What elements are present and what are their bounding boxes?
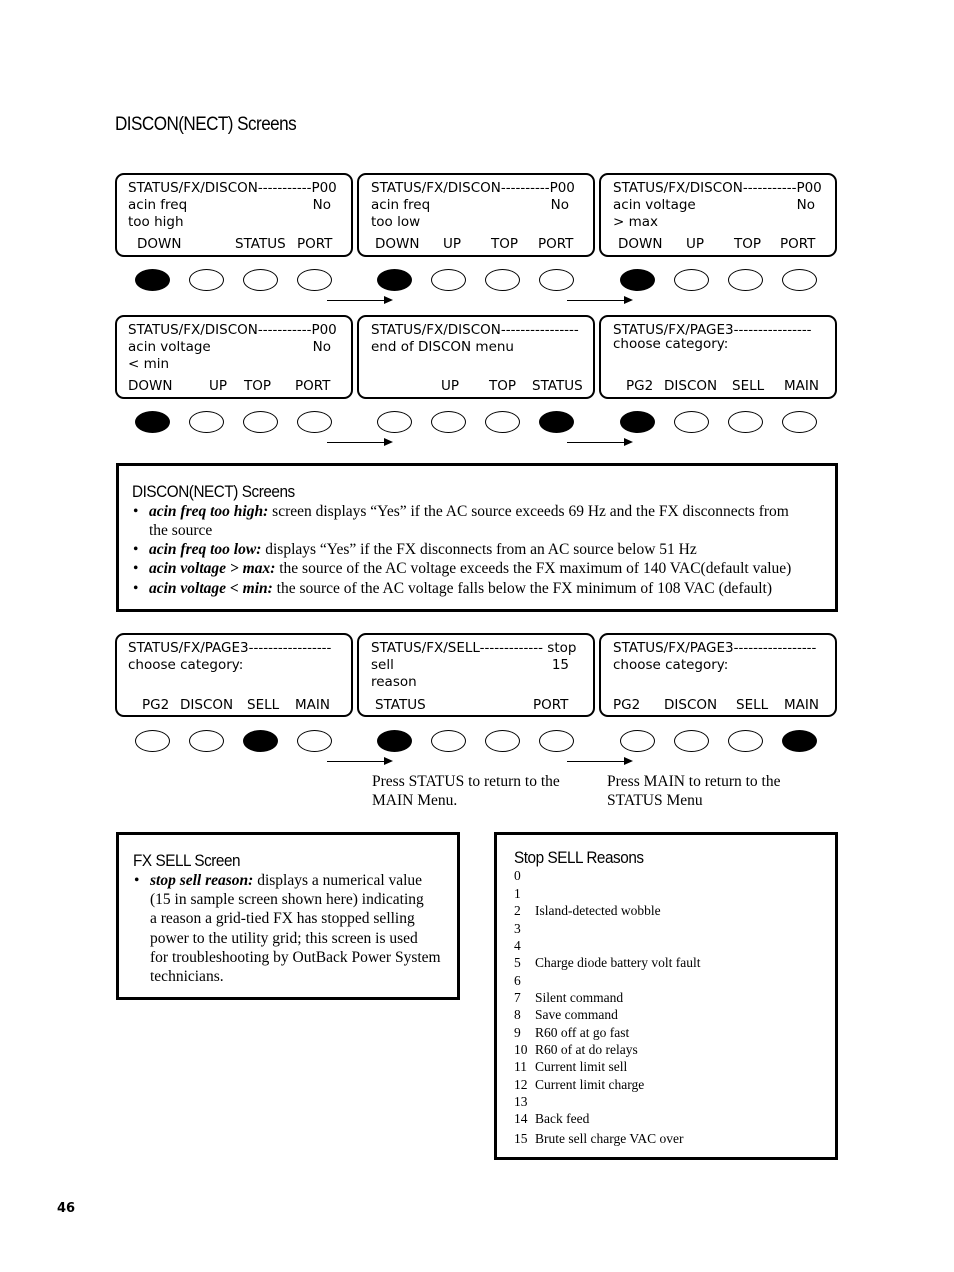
arrow-right-icon (567, 442, 631, 443)
soft-button-2 (431, 411, 466, 433)
screen-header: STATUS/FX/DISCON----------P00 (371, 180, 575, 196)
bullet-acin-freq-low: • acin freq too low: displays “Yes” if the FX disconnects from an AC source below 51 Hz (133, 541, 697, 558)
softkey-port: PORT (780, 236, 816, 252)
reason-number: 5 (514, 955, 521, 970)
screen-header: STATUS/FX/SELL------------- stop (371, 640, 577, 656)
reason-label: Current limit sell (535, 1059, 628, 1074)
soft-button-1 (620, 269, 655, 291)
screen-header: STATUS/FX/PAGE3---------------- (613, 322, 812, 338)
bullet-line: a reason a grid-tied FX has stopped selling (150, 910, 415, 927)
screen-value: No (312, 339, 331, 355)
fx-sell-screen-box (116, 832, 460, 1000)
screen-value: No (796, 197, 815, 213)
reason-label: Brute sell charge VAC over (535, 1131, 684, 1146)
softkey-discon: DISCON (664, 378, 718, 394)
screen-header: STATUS/FX/DISCON-----------P00 (128, 322, 337, 338)
soft-button-4 (297, 730, 332, 752)
screen-label-2: too low (371, 214, 421, 230)
soft-button-1 (135, 730, 170, 752)
softkey-status: STATUS (235, 236, 286, 252)
softkey-top: TOP (734, 236, 762, 252)
soft-button-4 (782, 730, 817, 752)
softkey-top: TOP (244, 378, 272, 394)
screen-label-2: < min (128, 356, 170, 372)
reason-number: 11 (514, 1059, 527, 1074)
reason-number: 14 (514, 1111, 528, 1126)
screen-label: choose category: (128, 657, 244, 673)
reason-number: 8 (514, 1007, 521, 1022)
screen-label: acin voltage (128, 339, 211, 355)
softkey-pg2: PG2 (142, 697, 170, 713)
reason-number: 3 (514, 921, 521, 936)
bullet-line: for troubleshooting by OutBack Power System (150, 949, 441, 966)
softkey-top: TOP (489, 378, 517, 394)
soft-button-4 (297, 411, 332, 433)
page-number: 46 (57, 1201, 76, 1216)
lcd-screen-page3 (599, 633, 837, 717)
reason-label: R60 of at do relays (535, 1042, 638, 1057)
soft-button-4 (539, 411, 574, 433)
soft-button-1 (620, 411, 655, 433)
reason-number: 4 (514, 938, 521, 953)
softkey-sell: SELL (736, 697, 769, 713)
bullet-acin-freq-high: • acin freq too high: screen displays “Yes” if the AC source exceeds 69 Hz and the FX disconnects from (133, 503, 789, 520)
arrow-right-icon (327, 442, 391, 443)
note-status-return: Press STATUS to return to the MAIN Menu. (372, 773, 560, 809)
soft-button-1 (377, 730, 412, 752)
softkey-main: MAIN (784, 378, 819, 394)
soft-button-3 (728, 411, 763, 433)
reason-label: Save command (535, 1007, 618, 1022)
discon-screens-box (116, 463, 838, 612)
soft-button-3 (728, 730, 763, 752)
soft-button-1 (135, 269, 170, 291)
screen-label: acin freq (128, 197, 188, 213)
soft-button-3 (485, 269, 520, 291)
soft-button-3 (243, 269, 278, 291)
softkey-main: MAIN (295, 697, 330, 713)
reason-label: Current limit charge (535, 1077, 645, 1092)
lcd-screen-end-of-discon (357, 315, 595, 399)
bullet-continuation: the source (149, 522, 213, 539)
softkey-discon: DISCON (664, 697, 718, 713)
box-title: FX SELL Screen (133, 851, 241, 870)
reason-label: Island-detected wobble (535, 903, 661, 918)
bullet-line: power to the utility grid; this screen is used (150, 930, 418, 947)
reason-label: Charge diode battery volt fault (535, 955, 701, 970)
arrow-right-icon (567, 300, 631, 301)
softkey-down: DOWN (618, 236, 663, 252)
screen-header: STATUS/FX/PAGE3----------------- (128, 640, 332, 656)
softkey-up: UP (443, 236, 462, 252)
arrow-right-icon (327, 300, 391, 301)
box-title: DISCON(NECT) Screens (132, 482, 295, 501)
soft-button-3 (485, 411, 520, 433)
screen-label: acin voltage (613, 197, 696, 213)
soft-button-2 (189, 730, 224, 752)
screen-label-2: reason (371, 674, 417, 690)
reason-number: 7 (514, 990, 521, 1005)
screen-label: choose category: (613, 657, 729, 673)
screen-label: acin freq (371, 197, 431, 213)
lcd-screen-acin-freq-low (357, 173, 595, 257)
soft-button-2 (674, 730, 709, 752)
softkey-pg2: PG2 (626, 378, 654, 394)
bullet-acin-voltage-max: • acin voltage > max: the source of the AC voltage exceeds the FX maximum of 140 VAC(default value) (133, 560, 792, 577)
screen-header: STATUS/FX/PAGE3----------------- (613, 640, 817, 656)
reason-number: 9 (514, 1025, 521, 1040)
soft-button-2 (189, 269, 224, 291)
bullet-acin-voltage-min: • acin voltage < min: the source of the AC voltage falls below the FX minimum of 108 VAC (default) (133, 580, 773, 597)
reason-number: 2 (514, 903, 521, 918)
arrow-right-icon (567, 761, 631, 762)
softkey-top: TOP (491, 236, 519, 252)
softkey-port: PORT (295, 378, 331, 394)
soft-button-3 (728, 269, 763, 291)
softkey-sell: SELL (247, 697, 280, 713)
soft-button-4 (539, 269, 574, 291)
reason-number: 15 (514, 1131, 528, 1146)
softkey-port: PORT (533, 697, 569, 713)
reason-number: 13 (514, 1094, 528, 1109)
soft-button-4 (782, 269, 817, 291)
bullet-line: (15 in sample screen shown here) indicating (150, 891, 424, 908)
soft-button-4 (782, 411, 817, 433)
screen-label: sell (371, 657, 394, 673)
soft-button-4 (297, 269, 332, 291)
lcd-screen-sell (357, 633, 595, 717)
reason-number: 12 (514, 1077, 528, 1092)
screen-label-2: too high (128, 214, 184, 230)
screen-value: No (312, 197, 331, 213)
softkey-down: DOWN (375, 236, 420, 252)
screen-label-2: > max (613, 214, 659, 230)
soft-button-2 (431, 730, 466, 752)
screen-header: STATUS/FX/DISCON---------------- (371, 322, 579, 338)
soft-button-4 (539, 730, 574, 752)
lcd-screen-acin-voltage-min (115, 315, 353, 399)
soft-button-3 (485, 730, 520, 752)
softkey-status: STATUS (532, 378, 583, 394)
bullet-stop-sell-reason: • stop sell reason: displays a numerical value (134, 872, 423, 889)
lcd-screen-acin-freq-high (115, 173, 353, 257)
reason-label: R60 off at go fast (535, 1025, 630, 1040)
soft-button-2 (674, 269, 709, 291)
soft-button-1 (620, 730, 655, 752)
box-title: Stop SELL Reasons (514, 848, 644, 867)
note-main-return: Press MAIN to return to the STATUS Menu (607, 773, 781, 809)
reason-number: 6 (514, 973, 521, 988)
page-title: DISCON(NECT) Screens (115, 114, 297, 135)
soft-button-2 (674, 411, 709, 433)
stop-sell-reasons-box (494, 832, 838, 1160)
soft-button-1 (377, 269, 412, 291)
soft-button-3 (243, 730, 278, 752)
softkey-main: MAIN (784, 697, 819, 713)
softkey-status: STATUS (375, 697, 426, 713)
softkey-down: DOWN (128, 378, 173, 394)
lcd-screen-page3 (599, 315, 837, 399)
soft-button-2 (189, 411, 224, 433)
soft-button-1 (135, 411, 170, 433)
soft-button-2 (431, 269, 466, 291)
arrow-right-icon (327, 761, 391, 762)
reason-number: 10 (514, 1042, 528, 1057)
lcd-screen-acin-voltage-max (599, 173, 837, 257)
stop-sell-value: 15 (551, 657, 569, 673)
screen-value: No (550, 197, 569, 213)
bullet-line: technicians. (150, 968, 224, 985)
softkey-up: UP (441, 378, 460, 394)
screen-header: STATUS/FX/DISCON-----------P00 (128, 180, 337, 196)
lcd-screen-page3 (115, 633, 353, 717)
screen-label: choose category: (613, 336, 729, 352)
reason-number: 1 (514, 886, 521, 901)
reason-number: 0 (514, 868, 521, 883)
reason-label: Back feed (535, 1111, 590, 1126)
softkey-down: DOWN (137, 236, 182, 252)
soft-button-3 (243, 411, 278, 433)
softkey-up: UP (209, 378, 228, 394)
screen-label: end of DISCON menu (371, 339, 514, 355)
screen-header: STATUS/FX/DISCON-----------P00 (613, 180, 822, 196)
softkey-up: UP (686, 236, 705, 252)
soft-button-1 (377, 411, 412, 433)
softkey-port: PORT (538, 236, 574, 252)
softkey-port: PORT (297, 236, 333, 252)
softkey-pg2: PG2 (613, 697, 641, 713)
softkey-sell: SELL (732, 378, 765, 394)
softkey-discon: DISCON (180, 697, 234, 713)
reason-label: Silent command (535, 990, 624, 1005)
